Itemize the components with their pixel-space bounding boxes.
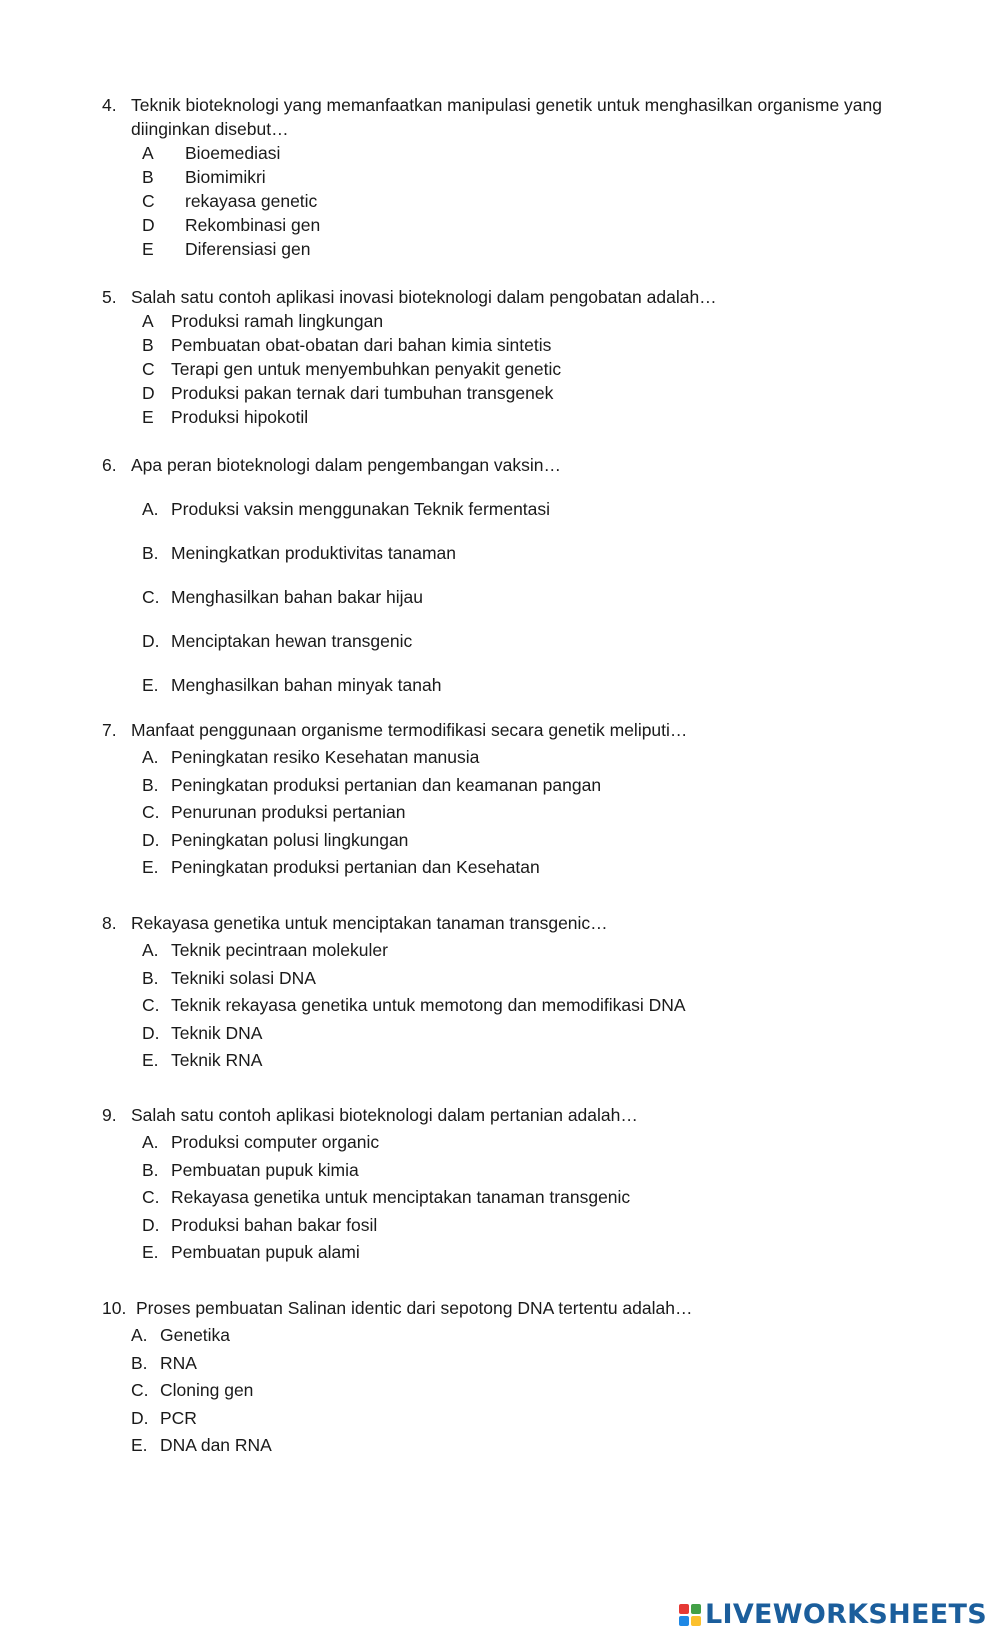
option-text: Produksi pakan ternak dari tumbuhan transgenek [171, 383, 554, 403]
option-letter: D. [131, 1407, 149, 1428]
question-5 [102, 285, 912, 429]
mark-square-green [691, 1604, 701, 1614]
mark-square-yellow [691, 1616, 701, 1626]
answer-option[interactable] [142, 1021, 912, 1049]
option-letter: C [142, 359, 155, 379]
answer-option[interactable] [142, 309, 912, 333]
option-letter: D. [142, 631, 160, 651]
option-letter: E. [142, 675, 159, 695]
option-letter: B. [142, 967, 159, 988]
option-text: Menciptakan hewan transgenic [171, 631, 413, 651]
answer-option[interactable] [131, 1433, 912, 1461]
option-text: Teknik DNA [171, 1022, 263, 1043]
question-8 [102, 911, 912, 1076]
option-text: Bioemediasi [185, 143, 281, 163]
option-text: Produksi bahan bakar fosil [171, 1214, 378, 1235]
answer-option[interactable] [142, 938, 912, 966]
option-letter: E. [142, 857, 159, 878]
option-letter: A. [131, 1325, 148, 1345]
answer-option[interactable] [142, 828, 912, 856]
option-text: Produksi ramah lingkungan [171, 311, 384, 331]
option-text: Genetika [160, 1325, 231, 1345]
question-number: 8. [102, 913, 117, 933]
answer-option[interactable] [142, 855, 912, 883]
question-text: Apa peran bioteknologi dalam pengembangan vaksin… [131, 455, 562, 475]
option-text: PCR [160, 1407, 197, 1428]
answer-options [102, 938, 912, 1076]
option-letter: E. [142, 1242, 159, 1263]
answer-option[interactable] [142, 405, 912, 429]
answer-options [102, 141, 912, 261]
question-7 [102, 718, 912, 883]
option-letter: C [142, 191, 155, 211]
answer-option[interactable] [142, 189, 912, 213]
question-stem [102, 1296, 912, 1320]
answer-option[interactable] [142, 1158, 912, 1186]
option-letter: A [142, 143, 154, 163]
answer-option[interactable] [142, 629, 912, 673]
question-4 [102, 93, 912, 261]
question-stem [102, 911, 912, 935]
answer-option[interactable] [142, 773, 912, 801]
question-text: Rekayasa genetika untuk menciptakan tanaman transgenic… [131, 913, 608, 933]
option-text: Menghasilkan bahan bakar hijau [171, 587, 423, 607]
option-text: Teknik pecintraan molekuler [171, 940, 388, 960]
option-letter: D. [142, 829, 160, 850]
option-text: Produksi computer organic [171, 1132, 380, 1152]
option-letter: D [142, 383, 155, 403]
question-stem [102, 718, 912, 742]
option-letter: D [142, 215, 155, 235]
option-text: Menghasilkan bahan minyak tanah [171, 675, 442, 695]
question-stem [102, 453, 912, 477]
question-9 [102, 1103, 912, 1268]
option-letter: A. [142, 747, 159, 767]
option-letter: A. [142, 1132, 159, 1152]
option-letter: D. [142, 1214, 160, 1235]
question-number: 5. [102, 287, 117, 307]
option-text: Peningkatan polusi lingkungan [171, 829, 409, 850]
option-text: Produksi hipokotil [171, 407, 309, 427]
option-letter: C. [142, 802, 160, 823]
option-letter: E. [131, 1435, 148, 1456]
option-text: Peningkatan produksi pertanian dan Kesehatan [171, 857, 540, 878]
answer-option[interactable] [142, 1240, 912, 1268]
answer-option[interactable] [142, 497, 912, 541]
answer-option[interactable] [131, 1406, 912, 1434]
option-text: Cloning gen [160, 1380, 254, 1401]
answer-option[interactable] [142, 745, 912, 773]
answer-option[interactable] [142, 213, 912, 237]
option-text: Biomimikri [185, 167, 266, 187]
answer-option[interactable] [142, 165, 912, 189]
option-text: Pembuatan pupuk kimia [171, 1159, 359, 1180]
liveworksheets-logo[interactable] [679, 1599, 987, 1630]
question-text: Proses pembuatan Salinan identic dari sepotong DNA tertentu adalah… [136, 1298, 693, 1318]
option-letter: C. [142, 1187, 160, 1208]
answer-option[interactable] [142, 541, 912, 585]
answer-options [102, 1130, 912, 1268]
answer-option[interactable] [142, 1213, 912, 1241]
mark-square-red [679, 1604, 689, 1614]
question-text: Salah satu contoh aplikasi bioteknologi dalam pertanian adalah… [131, 1105, 638, 1125]
option-text: Produksi vaksin menggunakan Teknik fermentasi [171, 499, 551, 519]
question-number: 6. [102, 455, 117, 475]
question-stem [102, 93, 912, 141]
option-letter: A. [142, 499, 159, 519]
option-text: Peningkatan produksi pertanian dan keamanan pangan [171, 774, 602, 795]
answer-option[interactable] [131, 1351, 912, 1379]
answer-option[interactable] [142, 673, 912, 717]
option-letter: E [142, 407, 154, 427]
question-10 [102, 1296, 912, 1461]
option-text: Teknik rekayasa genetika untuk memotong dan memodifikasi DNA [171, 995, 686, 1016]
mark-square-blue [679, 1616, 689, 1626]
option-letter: C. [142, 995, 160, 1016]
answer-option[interactable] [142, 966, 912, 994]
question-text: Manfaat penggunaan organisme termodifikasi secara genetik meliputi… [131, 720, 688, 740]
question-stem [102, 285, 912, 309]
option-letter: E. [142, 1050, 159, 1071]
answer-option[interactable] [142, 333, 912, 357]
question-number: 4. [102, 95, 117, 115]
answer-option[interactable] [142, 357, 912, 381]
option-letter: A [142, 311, 154, 331]
option-letter: D. [142, 1022, 160, 1043]
question-number: 9. [102, 1105, 117, 1125]
option-letter: B. [142, 774, 159, 795]
question-text: Teknik bioteknologi yang memanfaatkan manipulasi genetik untuk menghasilkan organisme yang diinginkan disebut… [131, 95, 883, 139]
answer-option[interactable] [142, 237, 912, 261]
option-letter: B. [142, 1159, 159, 1180]
question-text: Salah satu contoh aplikasi inovasi bioteknologi dalam pengobatan adalah… [131, 287, 717, 307]
option-text: Diferensiasi gen [185, 239, 311, 259]
option-text: Teknik RNA [171, 1050, 263, 1071]
answer-option[interactable] [142, 141, 912, 165]
option-text: Pembuatan obat-obatan dari bahan kimia sintetis [171, 335, 552, 355]
option-text: Terapi gen untuk menyembuhkan penyakit genetic [171, 359, 562, 379]
answer-options [102, 1323, 912, 1461]
option-letter: B. [131, 1352, 148, 1373]
question-6 [102, 453, 912, 717]
option-text: Rekombinasi gen [185, 215, 321, 235]
question-stem [102, 1103, 912, 1127]
answer-option[interactable] [131, 1378, 912, 1406]
answer-option[interactable] [142, 1048, 912, 1076]
answer-option[interactable] [142, 585, 912, 629]
option-text: RNA [160, 1352, 197, 1373]
option-text: rekayasa genetic [185, 191, 318, 211]
logo-text: LIVEWORKSHEETS [704, 1599, 987, 1630]
option-text: Peningkatan resiko Kesehatan manusia [171, 747, 480, 767]
option-letter: E [142, 239, 154, 259]
option-letter: C. [131, 1380, 149, 1401]
question-number: 7. [102, 720, 117, 740]
option-text: Tekniki solasi DNA [171, 967, 316, 988]
option-text: Meningkatkan produktivitas tanaman [171, 543, 457, 563]
option-letter: C. [142, 587, 160, 607]
option-letter: A. [142, 940, 159, 960]
answer-options [102, 497, 912, 717]
option-letter: B [142, 335, 154, 355]
answer-option[interactable] [131, 1323, 912, 1351]
answer-options [102, 309, 912, 429]
option-text: DNA dan RNA [160, 1435, 272, 1456]
answer-option[interactable] [142, 1130, 912, 1158]
liveworksheets-mark-icon [679, 1604, 701, 1626]
option-text: Rekayasa genetika untuk menciptakan tanaman transgenic [171, 1187, 631, 1208]
answer-option[interactable] [142, 800, 912, 828]
question-number: 10. [102, 1298, 127, 1318]
option-letter: B. [142, 543, 159, 563]
answer-options [102, 745, 912, 883]
option-letter: B [142, 167, 154, 187]
option-text: Pembuatan pupuk alami [171, 1242, 360, 1263]
option-text: Penurunan produksi pertanian [171, 802, 406, 823]
answer-option[interactable] [142, 993, 912, 1021]
answer-option[interactable] [142, 1185, 912, 1213]
answer-option[interactable] [142, 381, 912, 405]
